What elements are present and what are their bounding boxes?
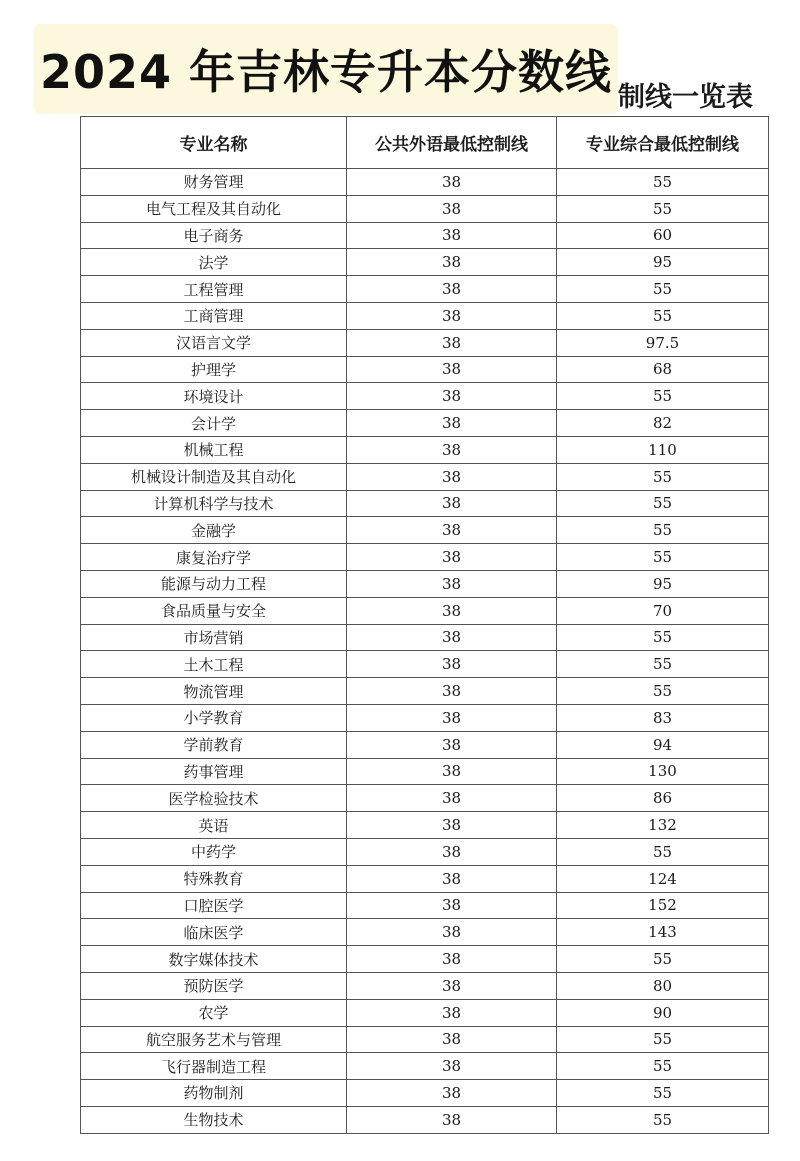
table-row bbox=[81, 249, 769, 276]
cell-foreign-language-min: 38 bbox=[347, 704, 557, 731]
cell-major-name: 法学 bbox=[81, 249, 347, 276]
cell-major-name: 物流管理 bbox=[81, 678, 347, 705]
cell-comprehensive-min: 60 bbox=[557, 222, 769, 249]
score-table bbox=[80, 116, 769, 1134]
table-row bbox=[81, 195, 769, 222]
cell-foreign-language-min: 38 bbox=[347, 651, 557, 678]
cell-foreign-language-min: 38 bbox=[347, 383, 557, 410]
header-foreign-language-min: 公共外语最低控制线 bbox=[347, 117, 557, 169]
table-row bbox=[81, 1106, 769, 1133]
table-row bbox=[81, 302, 769, 329]
header-major-name: 专业名称 bbox=[81, 117, 347, 169]
cell-foreign-language-min: 38 bbox=[347, 597, 557, 624]
table-row bbox=[81, 517, 769, 544]
cell-comprehensive-min: 55 bbox=[557, 624, 769, 651]
cell-foreign-language-min: 38 bbox=[347, 812, 557, 839]
table-row bbox=[81, 919, 769, 946]
table-row bbox=[81, 758, 769, 785]
table-row bbox=[81, 946, 769, 973]
table-row bbox=[81, 812, 769, 839]
cell-comprehensive-min: 90 bbox=[557, 999, 769, 1026]
cell-foreign-language-min: 38 bbox=[347, 678, 557, 705]
cell-comprehensive-min: 55 bbox=[557, 544, 769, 571]
cell-comprehensive-min: 55 bbox=[557, 838, 769, 865]
cell-foreign-language-min: 38 bbox=[347, 972, 557, 999]
cell-major-name: 财务管理 bbox=[81, 169, 347, 196]
table-row bbox=[81, 651, 769, 678]
cell-comprehensive-min: 55 bbox=[557, 383, 769, 410]
cell-comprehensive-min: 86 bbox=[557, 785, 769, 812]
table-row bbox=[81, 383, 769, 410]
table-row bbox=[81, 785, 769, 812]
cell-foreign-language-min: 38 bbox=[347, 624, 557, 651]
cell-comprehensive-min: 55 bbox=[557, 276, 769, 303]
cell-major-name: 学前教育 bbox=[81, 731, 347, 758]
cell-major-name: 康复治疗学 bbox=[81, 544, 347, 571]
cell-foreign-language-min: 38 bbox=[347, 999, 557, 1026]
table-row bbox=[81, 490, 769, 517]
cell-major-name: 飞行器制造工程 bbox=[81, 1053, 347, 1080]
cell-major-name: 医学检验技术 bbox=[81, 785, 347, 812]
table-row bbox=[81, 570, 769, 597]
table-row bbox=[81, 999, 769, 1026]
cell-major-name: 中药学 bbox=[81, 838, 347, 865]
cell-foreign-language-min: 38 bbox=[347, 436, 557, 463]
cell-major-name: 土木工程 bbox=[81, 651, 347, 678]
cell-major-name: 市场营销 bbox=[81, 624, 347, 651]
cell-comprehensive-min: 82 bbox=[557, 410, 769, 437]
cell-major-name: 机械工程 bbox=[81, 436, 347, 463]
table-row bbox=[81, 865, 769, 892]
cell-major-name: 航空服务艺术与管理 bbox=[81, 1026, 347, 1053]
cell-foreign-language-min: 38 bbox=[347, 329, 557, 356]
cell-comprehensive-min: 55 bbox=[557, 463, 769, 490]
cell-foreign-language-min: 38 bbox=[347, 517, 557, 544]
cell-major-name: 生物技术 bbox=[81, 1106, 347, 1133]
cell-foreign-language-min: 38 bbox=[347, 356, 557, 383]
cell-foreign-language-min: 38 bbox=[347, 570, 557, 597]
table-body bbox=[81, 169, 769, 1134]
cell-foreign-language-min: 38 bbox=[347, 195, 557, 222]
cell-foreign-language-min: 38 bbox=[347, 892, 557, 919]
cell-comprehensive-min: 55 bbox=[557, 169, 769, 196]
cell-major-name: 护理学 bbox=[81, 356, 347, 383]
table-row bbox=[81, 329, 769, 356]
table-row bbox=[81, 624, 769, 651]
cell-foreign-language-min: 38 bbox=[347, 758, 557, 785]
table-row bbox=[81, 222, 769, 249]
cell-comprehensive-min: 110 bbox=[557, 436, 769, 463]
header-row bbox=[81, 117, 769, 169]
cell-comprehensive-min: 55 bbox=[557, 1080, 769, 1107]
cell-foreign-language-min: 38 bbox=[347, 249, 557, 276]
cell-foreign-language-min: 38 bbox=[347, 302, 557, 329]
title-banner bbox=[34, 24, 618, 114]
table-row bbox=[81, 892, 769, 919]
cell-comprehensive-min: 55 bbox=[557, 678, 769, 705]
cell-foreign-language-min: 38 bbox=[347, 544, 557, 571]
cell-comprehensive-min: 152 bbox=[557, 892, 769, 919]
subtitle-fragment: 制线一览表 bbox=[618, 82, 753, 113]
cell-major-name: 金融学 bbox=[81, 517, 347, 544]
cell-major-name: 特殊教育 bbox=[81, 865, 347, 892]
cell-comprehensive-min: 55 bbox=[557, 651, 769, 678]
cell-major-name: 工商管理 bbox=[81, 302, 347, 329]
cell-comprehensive-min: 124 bbox=[557, 865, 769, 892]
cell-major-name: 数字媒体技术 bbox=[81, 946, 347, 973]
cell-foreign-language-min: 38 bbox=[347, 169, 557, 196]
cell-major-name: 临床医学 bbox=[81, 919, 347, 946]
cell-major-name: 工程管理 bbox=[81, 276, 347, 303]
cell-comprehensive-min: 143 bbox=[557, 919, 769, 946]
table-row bbox=[81, 356, 769, 383]
cell-comprehensive-min: 83 bbox=[557, 704, 769, 731]
cell-comprehensive-min: 94 bbox=[557, 731, 769, 758]
cell-major-name: 环境设计 bbox=[81, 383, 347, 410]
page-title: 2024 年吉林专升本分数线 bbox=[39, 45, 613, 99]
table-row bbox=[81, 972, 769, 999]
cell-major-name: 药事管理 bbox=[81, 758, 347, 785]
table-row bbox=[81, 731, 769, 758]
cell-foreign-language-min: 38 bbox=[347, 838, 557, 865]
cell-comprehensive-min: 55 bbox=[557, 1053, 769, 1080]
table-row bbox=[81, 838, 769, 865]
cell-foreign-language-min: 38 bbox=[347, 946, 557, 973]
cell-major-name: 口腔医学 bbox=[81, 892, 347, 919]
cell-foreign-language-min: 38 bbox=[347, 865, 557, 892]
cell-comprehensive-min: 132 bbox=[557, 812, 769, 839]
cell-foreign-language-min: 38 bbox=[347, 1106, 557, 1133]
cell-foreign-language-min: 38 bbox=[347, 1053, 557, 1080]
table-row bbox=[81, 410, 769, 437]
cell-major-name: 电子商务 bbox=[81, 222, 347, 249]
table-row bbox=[81, 704, 769, 731]
cell-comprehensive-min: 80 bbox=[557, 972, 769, 999]
cell-comprehensive-min: 55 bbox=[557, 1106, 769, 1133]
cell-major-name: 会计学 bbox=[81, 410, 347, 437]
table-row bbox=[81, 1053, 769, 1080]
table-row bbox=[81, 597, 769, 624]
cell-foreign-language-min: 38 bbox=[347, 410, 557, 437]
cell-comprehensive-min: 95 bbox=[557, 570, 769, 597]
cell-major-name: 英语 bbox=[81, 812, 347, 839]
cell-comprehensive-min: 55 bbox=[557, 302, 769, 329]
cell-foreign-language-min: 38 bbox=[347, 1026, 557, 1053]
cell-foreign-language-min: 38 bbox=[347, 1080, 557, 1107]
cell-major-name: 电气工程及其自动化 bbox=[81, 195, 347, 222]
cell-foreign-language-min: 38 bbox=[347, 919, 557, 946]
cell-comprehensive-min: 55 bbox=[557, 517, 769, 544]
cell-foreign-language-min: 38 bbox=[347, 490, 557, 517]
header-comprehensive-min: 专业综合最低控制线 bbox=[557, 117, 769, 169]
cell-major-name: 计算机科学与技术 bbox=[81, 490, 347, 517]
cell-major-name: 预防医学 bbox=[81, 972, 347, 999]
cell-major-name: 小学教育 bbox=[81, 704, 347, 731]
table-row bbox=[81, 276, 769, 303]
cell-major-name: 机械设计制造及其自动化 bbox=[81, 463, 347, 490]
cell-foreign-language-min: 38 bbox=[347, 222, 557, 249]
cell-comprehensive-min: 68 bbox=[557, 356, 769, 383]
table-row bbox=[81, 1026, 769, 1053]
table-row bbox=[81, 678, 769, 705]
cell-comprehensive-min: 55 bbox=[557, 195, 769, 222]
cell-comprehensive-min: 70 bbox=[557, 597, 769, 624]
cell-comprehensive-min: 55 bbox=[557, 490, 769, 517]
cell-comprehensive-min: 55 bbox=[557, 1026, 769, 1053]
cell-foreign-language-min: 38 bbox=[347, 463, 557, 490]
table-row bbox=[81, 463, 769, 490]
cell-comprehensive-min: 97.5 bbox=[557, 329, 769, 356]
cell-major-name: 食品质量与安全 bbox=[81, 597, 347, 624]
table-row bbox=[81, 544, 769, 571]
cell-major-name: 农学 bbox=[81, 999, 347, 1026]
cell-major-name: 能源与动力工程 bbox=[81, 570, 347, 597]
cell-comprehensive-min: 55 bbox=[557, 946, 769, 973]
cell-foreign-language-min: 38 bbox=[347, 276, 557, 303]
cell-comprehensive-min: 95 bbox=[557, 249, 769, 276]
cell-foreign-language-min: 38 bbox=[347, 731, 557, 758]
cell-major-name: 药物制剂 bbox=[81, 1080, 347, 1107]
table-row bbox=[81, 436, 769, 463]
table-row bbox=[81, 1080, 769, 1107]
cell-foreign-language-min: 38 bbox=[347, 785, 557, 812]
cell-comprehensive-min: 130 bbox=[557, 758, 769, 785]
table-row bbox=[81, 169, 769, 196]
table-header bbox=[81, 117, 769, 169]
cell-major-name: 汉语言文学 bbox=[81, 329, 347, 356]
